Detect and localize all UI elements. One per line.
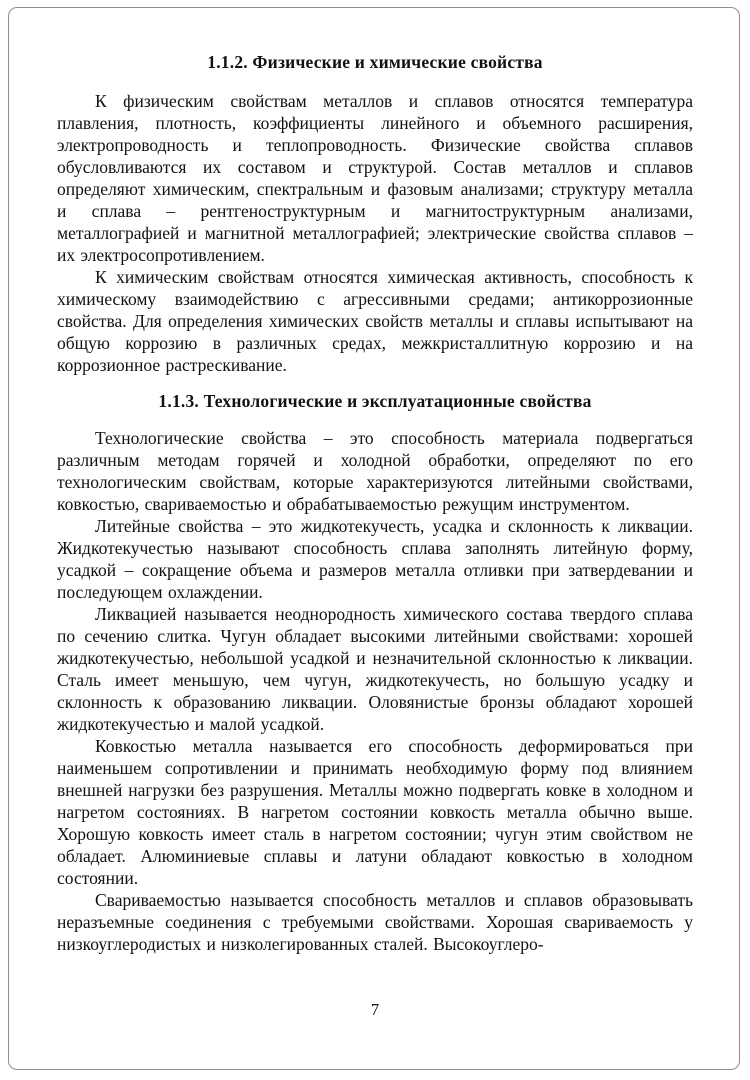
paragraph: Литейные свойства – это жидкотекучесть, усадка и склонность к ликвации. Жидкотекучестью называют способность сплава заполнять литейную форму, усадкой – сокращение объема и размеров металла отливки при затвердевании и последующем охлаждении. bbox=[57, 516, 693, 602]
paragraph: Технологические свойства – это способность материала подвергаться различным методам горячей и холодной обработки, определяют по его технологическим свойствам, которые характеризуются литейными свойствами, ковкостью, свариваемостью и обрабатываемостью режущим инструментом. bbox=[57, 428, 693, 514]
paragraph: К физическим свойствам металлов и сплавов относятся температура плавления, плотность, коэффициенты линейного и объемного расширения, электропроводность и теплопроводность. Физические свойства сплавов обусловливаются их составом и структурой. Состав металлов и сплавов определяют химическим, спектральным и фазовым анализами; структуру металла и сплава – рентгеноструктурным и магнитоструктурным анализами, металлографией и магнитной металлографией; электрические свойства сплавов – их электросопротивлением. bbox=[57, 91, 693, 265]
section-heading-technological: 1.1.3. Технологические и эксплуатационные свойства bbox=[158, 391, 592, 411]
paragraph: Ковкостью металла называется его способность деформироваться при наименьшем сопротивлении и принимать необходимую форму под влиянием внешней нагрузки без разрушения. Металлы можно подвергать ковке в холодном и нагретом состояниях. В нагретом состоянии ковкость металла обычно выше. Хорошую ковкость имеет сталь в нагретом состоянии; чугун этим свойством не обладает. Алюминиевые сплавы и латуни обладают ковкостью в холодном состоянии. bbox=[57, 736, 693, 888]
paragraph: Ликвацией называется неоднородность химического состава твердого сплава по сечению слитка. Чугун обладает высокими литейными свойствами: хорошей жидкотекучестью, небольшой усадкой и незначительной склонностью к ликвации. Сталь имеет меньшую, чем чугун, жидкотекучесть, но большую усадку и склонность к образованию ликвации. Оловянистые бронзы обладают хорошей жидкотекучестью и малой усадкой. bbox=[57, 604, 693, 734]
page-number: 7 bbox=[370, 1000, 380, 1019]
section-heading-physical-chemical: 1.1.2. Физические и химические свойства bbox=[207, 52, 543, 72]
paragraph: Свариваемостью называется способность металлов и сплавов образовывать неразъемные соединения с требуемыми свойствами. Хорошая свариваемость у низкоуглеродистых и низколегированных сталей. Высокоуглеро- bbox=[57, 890, 693, 954]
document-page bbox=[57, 52, 693, 955]
paragraph: К химическим свойствам относятся химическая активность, способность к химическому взаимодействию с агрессивными средами; антикоррозионные свойства. Для определения химических свойств металлы и сплавы испытывают на общую коррозию в различных средах, межкристаллитную коррозию и на коррозионное растрескивание. bbox=[57, 267, 693, 375]
